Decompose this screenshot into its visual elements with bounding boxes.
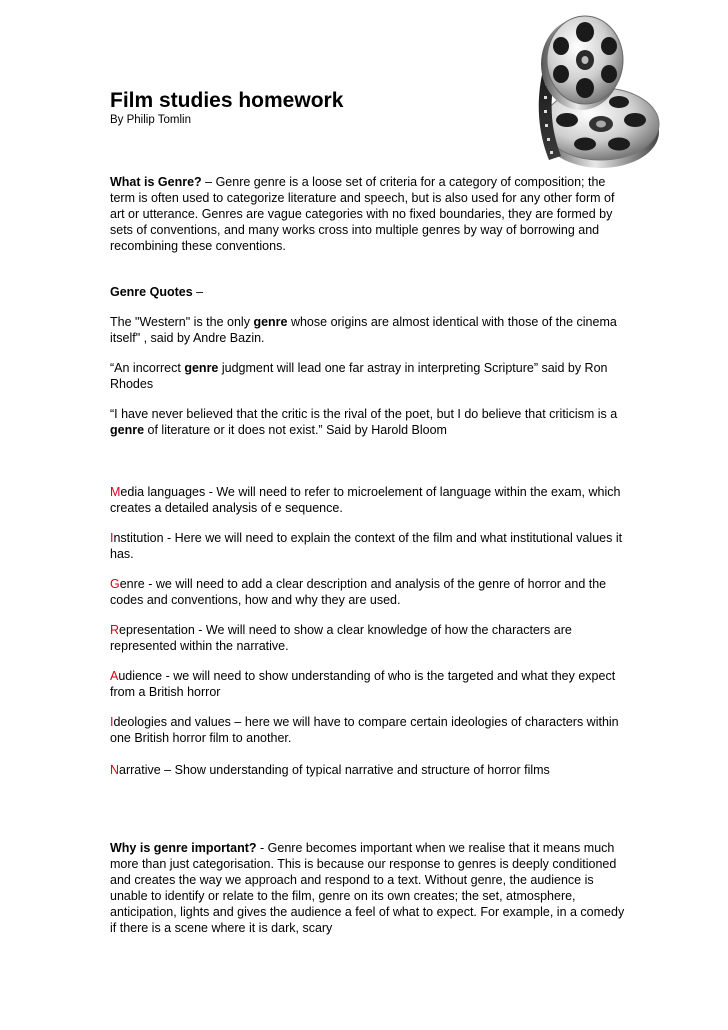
quote-text: “An incorrect <box>110 361 185 375</box>
acronym-letter: N <box>110 763 120 777</box>
genre-definition <box>110 174 630 254</box>
acronym-item <box>110 530 630 562</box>
acronym-text: deologies and values – here we will have to compare certain ideologies of characters within one British horror film to another. <box>110 715 619 745</box>
quote-keyword: genre <box>253 315 288 329</box>
quote-item <box>110 314 630 346</box>
quote-text: The "Western" is the only <box>110 315 254 329</box>
acronym-letter: I <box>110 531 114 545</box>
acronym-letter: I <box>110 715 114 729</box>
quote-text: whose origins are almost identical with those of the cinema itself" , said by Andre Bazin. <box>110 315 617 345</box>
acronym-letter: R <box>110 623 120 637</box>
acronym-text: udience - we will need to show understanding of who is the targeted and what they expect from a British horror <box>110 669 616 699</box>
page-title: Film studies homework <box>110 89 344 112</box>
quote-keyword: genre <box>110 423 145 437</box>
genre-importance-heading: Why is genre important? <box>110 841 257 855</box>
quote-text: “I have never believed that the critic is the rival of the poet, but I do believe that criticism is a <box>110 407 618 421</box>
genre-definition-heading: What is Genre? <box>110 175 202 189</box>
genre-importance-body: - Genre becomes important when we realise that it means much more than just categorisation. This is because our response to genres is deeply conditioned and creates the way we approach and respond to a text. Without genre, the audience is unable to identify or relate to the film, genre on its own creates; the set, atmosphere, anticipation, lights and gives the audience a feel of what to expect. For example, in a comedy if there is a scene where it is dark, scary <box>110 841 625 935</box>
quote-keyword: genre <box>184 361 219 375</box>
acronym-text: epresentation - We will need to show a clear knowledge of how the characters are represented within the narrative. <box>110 623 572 653</box>
acronym-item <box>110 622 630 654</box>
quotes-heading-line <box>110 284 630 300</box>
acronym-text: arrative – Show understanding of typical narrative and structure of horror films <box>119 763 550 777</box>
acronym-item <box>110 576 630 608</box>
acronym-text: enre - we will need to add a clear description and analysis of the genre of horror and the codes and conventions, how and why they are used. <box>110 577 607 607</box>
acronym-item <box>110 484 630 516</box>
quote-text: judgment will lead one far astray in interpreting Scripture” said by Ron Rhodes <box>110 361 608 391</box>
quotes-heading-suffix: – <box>192 285 204 299</box>
acronym-item <box>110 668 630 700</box>
quote-text: of literature or it does not exist.” Said by Harold Bloom <box>144 423 447 437</box>
genre-definition-body: – Genre genre is a loose set of criteria for a category of composition; the term is often used to categorize literature and speech, but is also used for any other form of art or utterance. Genres are vague categories with no fixed boundaries, they are formed by sets of conventions, and many works cross into multiple genres by way of borrowing and recombining these conventions. <box>110 175 615 253</box>
quote-item <box>110 406 630 438</box>
acronym-letter: M <box>110 485 121 499</box>
quote-item <box>110 360 630 392</box>
acronym-letter: G <box>110 577 120 591</box>
quotes-heading: Genre Quotes <box>110 285 193 299</box>
acronym-text: edia languages - We will need to refer to microelement of language within the exam, which creates a detailed analysis of e sequence. <box>110 485 621 515</box>
genre-importance <box>110 840 630 936</box>
acronym-letter: A <box>110 669 119 683</box>
film-reel-icon <box>527 10 663 180</box>
author-byline: By Philip Tomlin <box>110 114 191 126</box>
acronym-text: nstitution - Here we will need to explain the context of the film and what institutional values it has. <box>110 531 623 561</box>
acronym-item <box>110 762 630 778</box>
acronym-item <box>110 714 630 746</box>
